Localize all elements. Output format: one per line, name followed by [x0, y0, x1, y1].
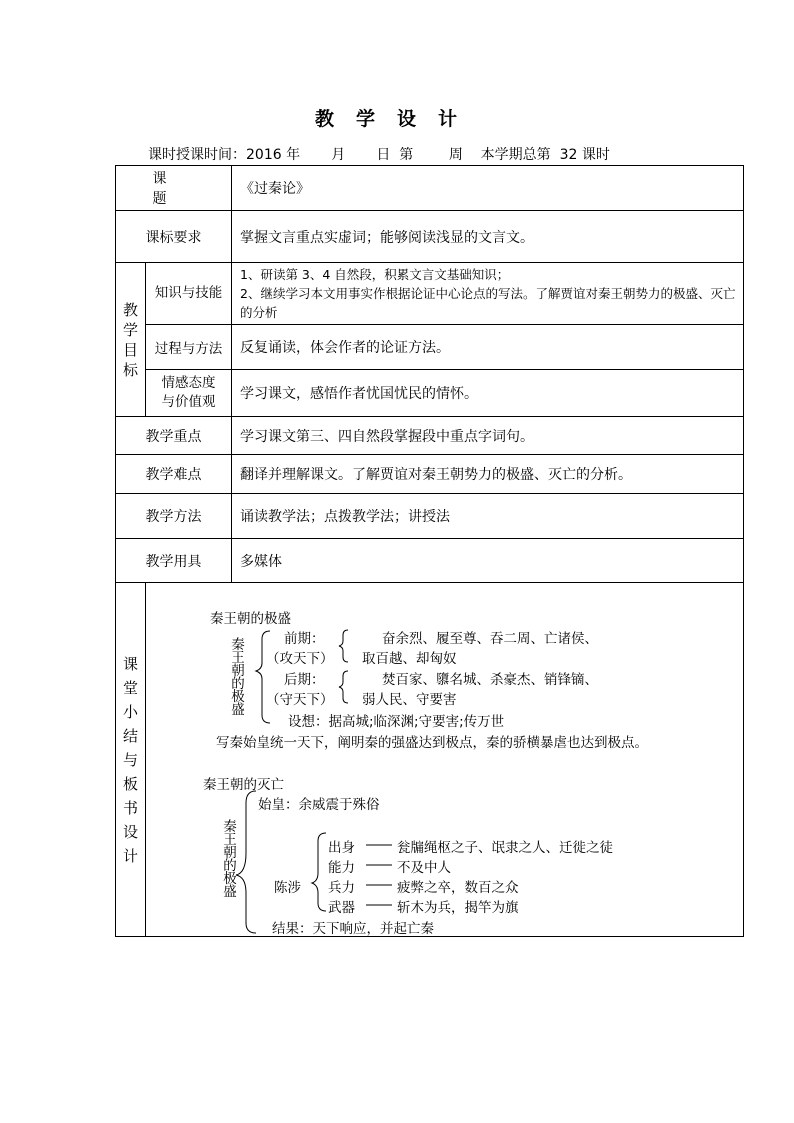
difficulty-value: 翻译并理解课文。了解贾谊对秦王朝势力的极盛、灭亡的分析。: [232, 455, 744, 494]
emotion-label: 情感态度 与价值观: [146, 370, 232, 417]
emotion-value: 学习课文，感悟作者忧国忧民的情怀。: [232, 370, 744, 417]
early-sub: （攻天下）: [266, 651, 334, 667]
troops-text: 疲弊之卒，数百之众: [397, 880, 519, 896]
topic-value: 《过秦论》: [232, 166, 744, 211]
row-topic: [116, 166, 744, 211]
origin-label: 出身: [328, 840, 355, 856]
page-title: 教学设计: [314, 108, 479, 130]
early-line-2: 取百越、却匈奴: [362, 651, 457, 667]
ability-text: 不及中人: [397, 860, 451, 876]
row-process: [116, 325, 744, 370]
topic-label: 课 题: [116, 166, 232, 211]
part1-vertical-label: 秦王朝的极盛: [231, 637, 245, 718]
row-tools: [116, 539, 744, 583]
late-label: 后期：: [284, 672, 325, 688]
troops-label: 兵力: [328, 880, 355, 896]
process-value: 反复诵读，体会作者的论证方法。: [232, 325, 744, 370]
row-standard: [116, 211, 744, 263]
row-key: [116, 417, 744, 455]
part1-heading: 秦王朝的极盛: [210, 611, 291, 627]
early-label: 前期：: [284, 631, 325, 647]
method-label: 教学方法: [116, 494, 232, 539]
row-knowledge: [116, 263, 744, 325]
goals-group-label: 教学目标: [116, 263, 146, 417]
row-board: [116, 583, 744, 937]
tools-label: 教学用具: [116, 539, 232, 583]
process-label: 过程与方法: [146, 325, 232, 370]
standard-label: 课标要求: [116, 211, 232, 263]
late-line-1: 焚百家、隳名城、杀豪杰、销锋镝、: [382, 672, 598, 688]
difficulty-label: 教学难点: [116, 455, 232, 494]
row-method: [116, 494, 744, 539]
shihuang-line: 始皇：余威震于殊俗: [258, 797, 380, 813]
tools-value: 多媒体: [232, 539, 744, 583]
knowledge-line-1: 1、研读第 3、4 自然段，积累文言文基础知识；: [240, 267, 510, 282]
row-difficulty: [116, 455, 744, 494]
standard-value: 掌握文言重点实虚词；能够阅读浅显的文言文。: [232, 211, 744, 263]
lesson-time-line: 课时授课时间：2016 年 月 日 第 周 本学期总第 32 课时: [148, 147, 610, 163]
lesson-plan-table: [115, 165, 744, 937]
late-sub: （守天下）: [266, 692, 334, 708]
method-value: 诵读教学法；点拨教学法；讲授法: [232, 494, 744, 539]
weapon-label: 武器: [328, 900, 355, 916]
early-line-1: 奋余烈、履至尊、吞二周、亡诸侯、: [382, 631, 598, 647]
weapon-text: 斩木为兵，揭竿为旗: [397, 900, 519, 916]
part1-summary: 写秦始皇统一天下，阐明秦的强盛达到极点，秦的骄横暴虐也达到极点。: [216, 735, 648, 751]
knowledge-line-2: 2、继续学习本文用事实作根据论证中心论点的写法。了解贾谊对秦王朝势力的极盛、灭亡的分析: [240, 286, 736, 320]
part2-vertical-label: 秦王朝的极盛: [223, 819, 237, 900]
ability-label: 能力: [328, 860, 355, 876]
knowledge-label: 知识与技能: [146, 263, 232, 325]
result-line: 结果：天下响应，并起亡秦: [272, 921, 434, 937]
late-line-2: 弱人民、守要害: [362, 692, 457, 708]
key-value: 学习课文第三、四自然段掌握段中重点字词句。: [232, 417, 744, 455]
board-label: 课堂小结与板书设计: [116, 583, 146, 937]
row-emotion: [116, 370, 744, 417]
origin-text: 瓮牖绳枢之子、氓隶之人、迁徙之徒: [397, 840, 613, 856]
board-content: [146, 583, 744, 937]
key-label: 教学重点: [116, 417, 232, 455]
knowledge-value: [232, 263, 744, 325]
chensheng-label: 陈涉: [274, 880, 301, 896]
idea-line: 设想：据高城;临深渊;守要害;传万世: [288, 714, 505, 730]
part2-heading: 秦王朝的灭亡: [203, 777, 284, 793]
